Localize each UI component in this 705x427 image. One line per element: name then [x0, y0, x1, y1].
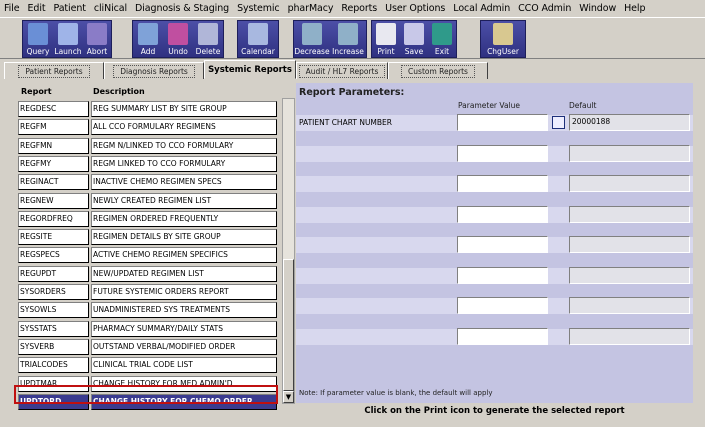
report-code: REGORDFREQ [18, 211, 89, 227]
report-code: SYSOWLS [18, 302, 89, 318]
parameter-value-input[interactable] [457, 175, 548, 192]
report-description: ACTIVE CHEMO REGIMEN SPECIFICS [91, 247, 277, 263]
menu-item[interactable]: CCO Admin [518, 3, 572, 14]
report-description: REGIMEN ORDERED FREQUENTLY [91, 211, 277, 227]
menu-item[interactable]: Diagnosis & Staging [135, 3, 230, 14]
parameter-default [569, 206, 690, 223]
report-description: OUTSTAND VERBAL/MODIFIED ORDER [91, 339, 277, 355]
report-description: FUTURE SYSTEMIC ORDERS REPORT [91, 284, 277, 300]
parameter-default [569, 328, 690, 345]
parameter-value-input[interactable] [457, 145, 548, 162]
menu-item[interactable]: Systemic [237, 3, 280, 14]
report-row[interactable] [18, 247, 283, 263]
increase-button[interactable]: Increase [330, 21, 366, 57]
menu-item[interactable]: Edit [27, 3, 46, 14]
chguser-button[interactable]: ChgUser [481, 21, 525, 57]
report-description: NEW/UPDATED REGIMEN LIST [91, 266, 277, 282]
report-description: CHANGE HISTORY FOR MED ADMIN'D [91, 376, 277, 392]
decrease-button[interactable]: Decrease [294, 21, 330, 57]
parameter-label: PATIENT CHART NUMBER [299, 118, 393, 127]
scroll-down-arrow[interactable]: ▼ [283, 391, 294, 403]
report-row[interactable] [18, 156, 283, 172]
report-code: REGFMY [18, 156, 89, 172]
parameter-default [569, 267, 690, 284]
parameter-value-input[interactable] [457, 328, 548, 345]
parameter-row [296, 115, 693, 131]
report-description: REGIMEN DETAILS BY SITE GROUP [91, 229, 277, 245]
save-button[interactable]: Save [400, 21, 428, 57]
tab-diagnosis-reports[interactable]: Diagnosis Reports [104, 62, 204, 79]
report-row[interactable] [18, 302, 283, 318]
report-row[interactable] [18, 138, 283, 154]
report-description: INACTIVE CHEMO REGIMEN SPECS [91, 174, 277, 190]
tab-custom-reports[interactable]: Custom Reports [388, 62, 488, 79]
parameter-row [296, 146, 693, 162]
report-description: REGM LINKED TO CCO FORMULARY [91, 156, 277, 172]
report-row[interactable] [18, 394, 283, 410]
report-description: CHANGE HISTORY FOR CHEMO ORDER [91, 394, 277, 410]
parameter-row [296, 329, 693, 345]
exit-button[interactable]: Exit [428, 21, 456, 57]
report-description: UNADMINISTERED SYS TREATMENTS [91, 302, 277, 318]
report-code: REGUPDT [18, 266, 89, 282]
undo-button[interactable]: Undo [163, 21, 193, 57]
report-list-scrollbar[interactable] [282, 98, 295, 404]
report-code: REGSITE [18, 229, 89, 245]
report-row[interactable] [18, 101, 283, 117]
report-code: UPDTMAR [18, 376, 89, 392]
status-bar: Click on the Print icon to generate the selected report [296, 404, 693, 419]
parameter-default [569, 297, 690, 314]
parameter-default [569, 175, 690, 192]
parameter-value-input[interactable] [457, 297, 548, 314]
report-row[interactable] [18, 211, 283, 227]
calendar-button[interactable]: Calendar [238, 21, 278, 57]
report-row[interactable] [18, 376, 283, 392]
menu-item[interactable]: Window [579, 3, 617, 14]
tab-audit-hl7-reports[interactable]: Audit / HL7 Reports [296, 62, 388, 79]
default-header: Default [569, 101, 597, 110]
report-code: REGSPECS [18, 247, 89, 263]
report-code: REGFM [18, 119, 89, 135]
report-code: REGINACT [18, 174, 89, 190]
report-code: REGDESC [18, 101, 89, 117]
tab-systemic-reports[interactable]: Systemic Reports [204, 60, 296, 79]
report-row[interactable] [18, 119, 283, 135]
menu-item[interactable]: pharMacy [287, 3, 334, 14]
report-code: SYSVERB [18, 339, 89, 355]
parameter-row [296, 237, 693, 253]
parameters-title: Report Parameters: [299, 87, 405, 98]
menu-item[interactable]: File [4, 3, 20, 14]
report-row[interactable] [18, 321, 283, 337]
report-row[interactable] [18, 174, 283, 190]
report-description: REG SUMMARY LIST BY SITE GROUP [91, 101, 277, 117]
description-column-header: Description [93, 87, 145, 96]
menu-item[interactable]: cliNical [93, 3, 128, 14]
query-button[interactable]: Query [23, 21, 53, 57]
parameter-row [296, 176, 693, 192]
parameter-value-input[interactable] [457, 236, 548, 253]
report-parameters-panel [296, 83, 693, 403]
parameter-row [296, 298, 693, 314]
report-code: SYSORDERS [18, 284, 89, 300]
lookup-icon[interactable] [552, 116, 565, 129]
report-row[interactable] [18, 229, 283, 245]
report-description: PHARMACY SUMMARY/DAILY STATS [91, 321, 277, 337]
report-description: REGM N/LINKED TO CCO FORMULARY [91, 138, 277, 154]
menu-item[interactable]: Local Admin [453, 3, 511, 14]
report-row[interactable] [18, 284, 283, 300]
report-row[interactable] [18, 193, 283, 209]
menu-item[interactable]: Help [624, 3, 646, 14]
print-button[interactable]: Print [372, 21, 400, 57]
report-code: UPDTORD [18, 394, 89, 410]
report-code: REGFMN [18, 138, 89, 154]
report-description: CLINICAL TRIAL CODE LIST [91, 357, 277, 373]
parameter-default: 20000188 [569, 114, 690, 131]
menu-item[interactable]: User Options [385, 3, 446, 14]
parameter-default [569, 145, 690, 162]
report-row[interactable] [18, 339, 283, 355]
report-description: ALL CCO FORMULARY REGIMENS [91, 119, 277, 135]
report-description: NEWLY CREATED REGIMEN LIST [91, 193, 277, 209]
abort-button[interactable]: Abort [83, 21, 111, 57]
report-code: SYSSTATS [18, 321, 89, 337]
add-button[interactable]: Add [133, 21, 163, 57]
delete-button[interactable]: Delete [193, 21, 223, 57]
launch-button[interactable]: Launch [53, 21, 83, 57]
parameter-value-input[interactable] [457, 267, 548, 284]
parameter-value-input[interactable] [457, 206, 548, 223]
scrollbar-thumb[interactable] [283, 259, 294, 391]
report-code: TRIALCODES [18, 357, 89, 373]
report-row[interactable] [18, 266, 283, 282]
report-code: REGNEW [18, 193, 89, 209]
parameter-value-input[interactable] [457, 114, 548, 131]
parameter-note: Note: If parameter value is blank, the default will apply [299, 389, 493, 397]
parameter-row [296, 268, 693, 284]
report-row[interactable] [18, 357, 283, 373]
menu-item[interactable]: Reports [341, 3, 378, 14]
tab-patient-reports[interactable]: Patient Reports [4, 62, 104, 79]
report-column-header: Report [21, 87, 52, 96]
parameter-default [569, 236, 690, 253]
parameter-value-header: Parameter Value [458, 101, 520, 110]
menu-item[interactable]: Patient [53, 3, 86, 14]
parameter-row [296, 207, 693, 223]
